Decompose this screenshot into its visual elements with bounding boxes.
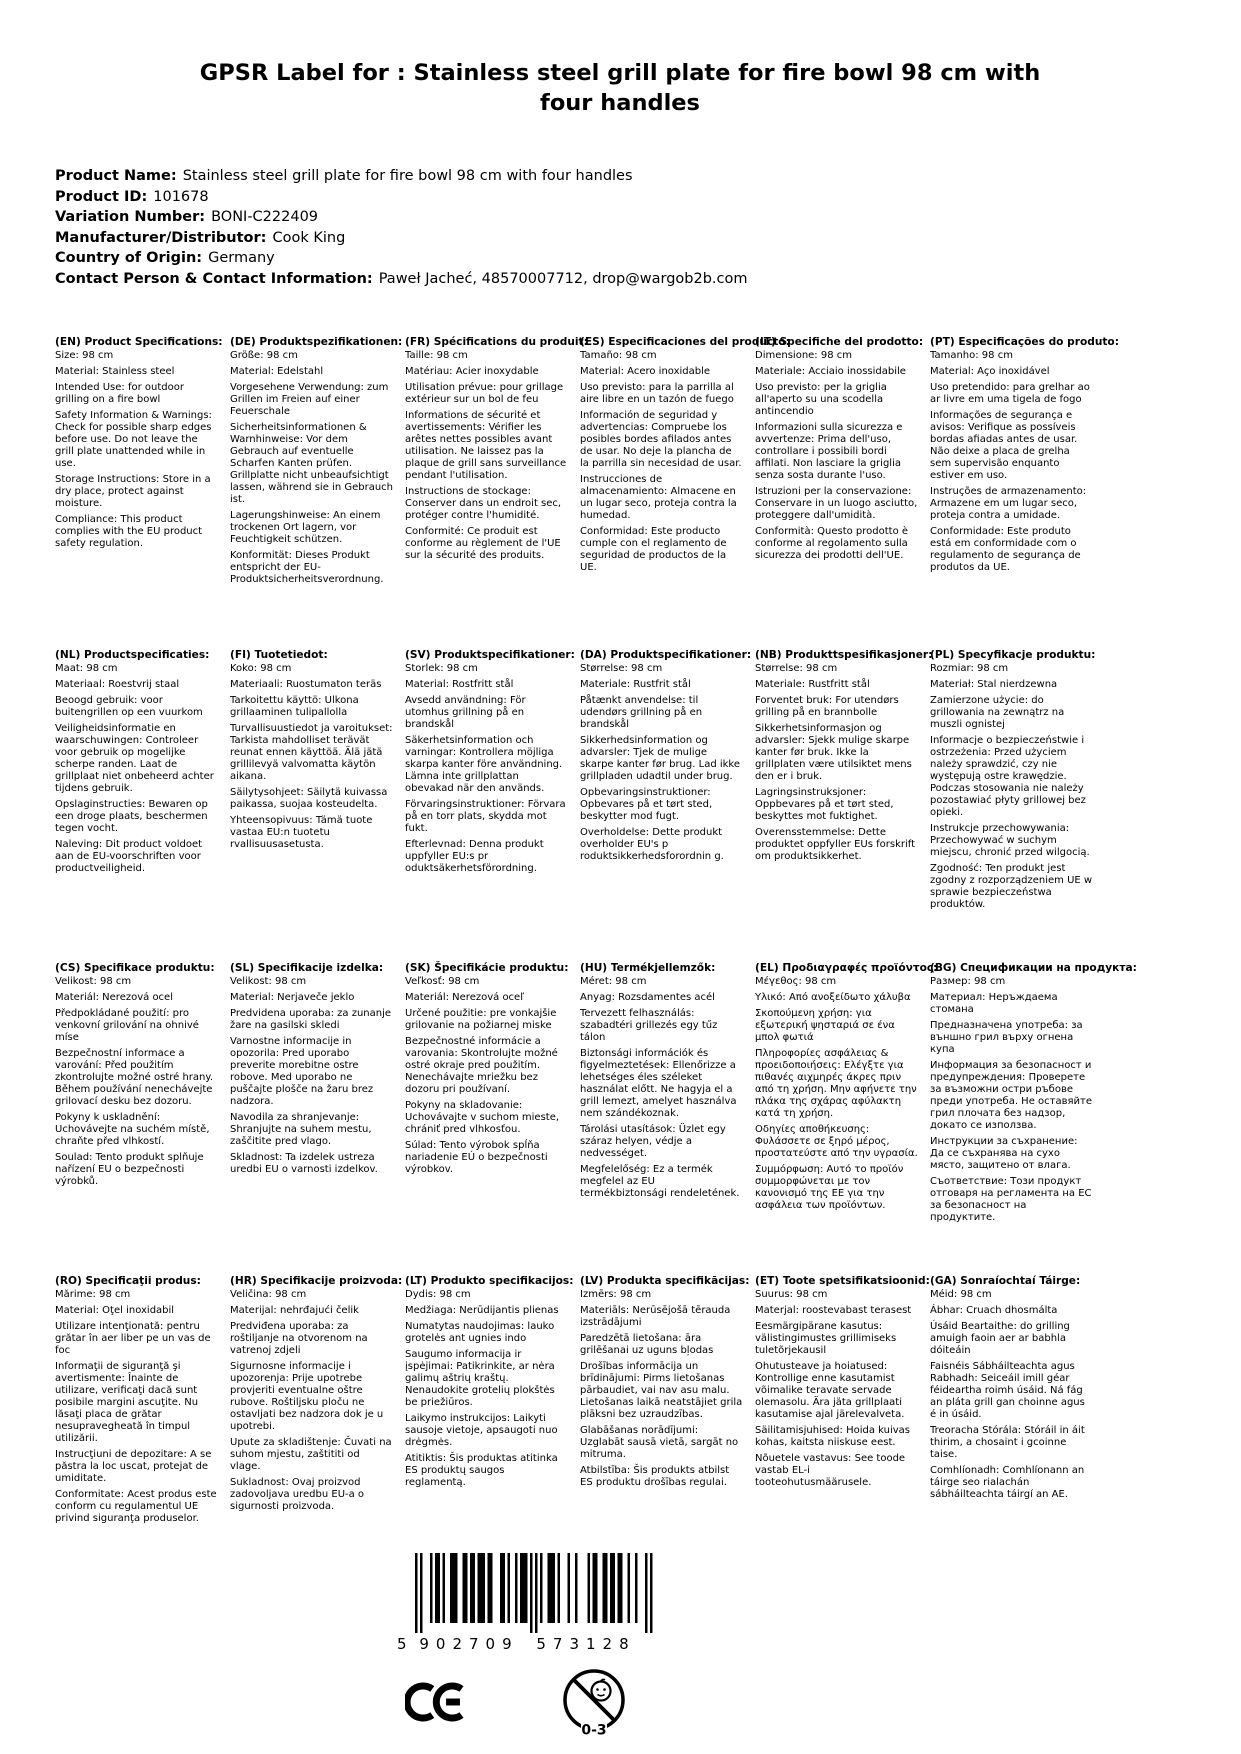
language-block-pt [930, 336, 1119, 649]
product-info-value: 101678 [153, 188, 209, 205]
spec-paragraph: Intended Use: for outdoor grilling on a fire bowl [55, 382, 184, 405]
language-block-header: (EL) Προδιαγραφές προϊόντος: [755, 962, 938, 974]
spec-paragraph: Material: Acero inoxidable [580, 366, 711, 377]
spec-paragraph: Størrelse: 98 cm [755, 663, 838, 674]
spec-paragraph: Pokyny na skladovanie: Uchovávajte v suchom mieste, chrániť pred vlhkosťou. [405, 1100, 560, 1135]
spec-paragraph: Materjal: roostevabast terasest [755, 1305, 912, 1316]
spec-paragraph: Instrukcje przechowywania: Przechowywać w suchym miejscu, chronić przed wilgocią. [930, 823, 1090, 858]
language-block-header: (GA) Sonraíochtaí Táirge: [930, 1275, 1081, 1287]
spec-paragraph: Predvidena uporaba: za zunanje žare na gasilski skledi [230, 1008, 392, 1031]
age-warning-icon [561, 1663, 627, 1741]
spec-paragraph: Utilizare intenţionată: pentru grătar în aer liber pe un vas de foc [55, 1321, 211, 1356]
spec-paragraph: Συμμόρφωση: Αυτό το προϊόν συμμορφώνεται με τον κανονισμό της ΕΕ για την ασφάλεια των προϊόντων. [755, 1164, 904, 1211]
product-info-label: Contact Person & Contact Information: [55, 270, 373, 287]
spec-paragraph: Tamaño: 98 cm [580, 350, 657, 361]
spec-paragraph: Informations de sécurité et avertissements: Vérifier les arêtes nettes possibles avant utilisation. Ne laissez pas la plaque de grill sans surveillance pendant l'utilisation. [405, 410, 567, 481]
language-block-header: (DA) Produktspecifikationer: [580, 649, 752, 661]
language-block-de [230, 336, 405, 649]
barcode [415, 1553, 653, 1633]
spec-paragraph: Οδηγίες αποθήκευσης: Φυλάσσετε σε ξηρό μέρος, προστατεύστε από την υγρασία. [755, 1124, 918, 1159]
spec-paragraph: Megfelelőség: Ez a termék megfelel az EU termékbiztonsági rendeletének. [580, 1164, 740, 1199]
spec-paragraph: Laikymo instrukcijos: Laikyti sausoje vietoje, apsaugoti nuo drėgmės. [405, 1413, 558, 1448]
bottom-section [397, 1553, 659, 1741]
spec-paragraph: Bezpečnostní informace a varování: Před použitím zkontrolujte možné ostré hrany. Během používání nenechávejte grilovací desku bez dozoru. [55, 1048, 214, 1107]
spec-paragraph: Tarkoitettu käyttö: Ulkona grillaaminen tulipallolla [230, 695, 359, 718]
barcode-group2: 573128 [536, 1635, 636, 1653]
spec-paragraph: Atbilstība: Šis produkts atbilst ES produktu drošības regulai. [580, 1465, 730, 1488]
spec-paragraph: Υλικό: Από ανοξείδωτο χάλυβα [755, 992, 911, 1003]
spec-paragraph: Velikost: 98 cm [230, 976, 307, 987]
spec-paragraph: Naleving: Dit product voldoet aan de EU-voorschriften voor productveiligheid. [55, 839, 203, 874]
language-block-nl [55, 649, 230, 962]
spec-paragraph: Informaţii de siguranţă şi avertismente: Înainte de utilizare, verificaţi dacă sunt posibile margini ascuţite. Nu lăsaţi placa de grătar nesupravegheată în timpul utilizării. [55, 1361, 199, 1444]
spec-paragraph: Atitiktis: Šis produktas atitinka ES produktų saugos reglamentą. [405, 1453, 558, 1488]
spec-paragraph: Material: Rostfritt stål [405, 679, 514, 690]
spec-paragraph: Tárolási utasítások: Üzlet egy száraz helyen, védje a nedvességet. [580, 1124, 726, 1159]
language-grid [55, 336, 1137, 1588]
spec-paragraph: Conformidade: Este produto está em conformidade com o regulamento de segurança de produtos da UE. [930, 526, 1081, 573]
spec-paragraph: Uso previsto: per la griglia all'aperto su una scodella antincendio [755, 382, 887, 417]
spec-paragraph: Materiaali: Ruostumaton teräs [230, 679, 382, 690]
spec-paragraph: Uso previsto: para la parrilla al aire libre en un tazón de fuego [580, 382, 734, 405]
language-block-header: (SV) Produktspecifikationer: [405, 649, 575, 661]
product-info-row [55, 248, 748, 269]
spec-paragraph: Predviđena uporaba: za roštiljanje na otvorenom na vatrenoj zdjeli [230, 1321, 368, 1356]
spec-paragraph: Opbevaringsinstruktioner: Opbevares på et tørt sted, beskytter mod fugt. [580, 787, 713, 822]
spec-paragraph: Tervezett felhasználás: szabadtéri grillezés egy tűz tálon [580, 1008, 718, 1043]
spec-paragraph: Taille: 98 cm [405, 350, 468, 361]
spec-paragraph: Medžiaga: Nerūdijantis plienas [405, 1305, 559, 1316]
spec-paragraph: Storlek: 98 cm [405, 663, 478, 674]
spec-paragraph: Informazioni sulla sicurezza e avvertenze: Prima dell'uso, controllare i possibili bordi affilati. Non lasciare la griglia senza sosta durante l'uso. [755, 422, 903, 481]
spec-paragraph: Úsáid Beartaithe: do grilling amuigh faoin aer ar babhla dóiteáin [930, 1321, 1070, 1356]
product-info-value: Cook King [272, 229, 346, 246]
language-block-pl [930, 649, 1105, 962]
spec-paragraph: Avsedd användning: För utomhus grillning på en brandskål [405, 695, 526, 730]
spec-paragraph: Σκοπούμενη χρήση: για εξωτερική ψησταριά σε ένα μπολ φωτιά [755, 1008, 895, 1043]
barcode-digits [397, 1635, 659, 1653]
spec-paragraph: Sikkerhetsinformasjon og advarsler: Sjekk mulige skarpe kanter før bruk. Ikke la grillplaten være utilsiktet mens den er i bruk. [755, 723, 912, 782]
ce-mark-icon [405, 1681, 469, 1723]
language-block-header: (LT) Produkto specifikacijos: [405, 1275, 574, 1287]
language-block-header: (RO) Specificaţii produs: [55, 1275, 201, 1287]
spec-paragraph: Izmērs: 98 cm [580, 1289, 652, 1300]
language-block-header: (FR) Spécifications du produit: [405, 336, 588, 348]
spec-paragraph: Ábhar: Cruach dhosmálta [930, 1305, 1058, 1316]
spec-paragraph: Materiał: Stal nierdzewna [930, 679, 1058, 690]
spec-paragraph: Comhlíonadh: Comhlíonann an táirge seo rialachán sábháilteachta táirgí an AE. [930, 1465, 1085, 1500]
spec-paragraph: Размер: 98 cm [930, 976, 1006, 987]
spec-paragraph: Předpokládané použití: pro venkovní grilování na ohnivé míse [55, 1008, 199, 1043]
product-info-label: Product ID: [55, 188, 148, 205]
spec-paragraph: Turvallisuustiedot ja varoitukset: Tarkista mahdolliset terävät reunat ennen käyttöä. Älä jätä grillilevyä valvomatta käytön aikana. [230, 723, 393, 782]
language-block-header: (SK) Špecifikácie produktu: [405, 962, 569, 974]
spec-paragraph: Méid: 98 cm [930, 1289, 992, 1300]
spec-paragraph: Съответствие: Този продукт отговаря на регламента на ЕС за безопасност на продуктите. [930, 1176, 1092, 1223]
spec-paragraph: Velikost: 98 cm [55, 976, 132, 987]
spec-paragraph: Sikkerhedsinformation og advarsler: Tjek de mulige skarpe kanter før brug. Lad ikke grillpladen udadtil under brug. [580, 735, 740, 782]
spec-paragraph: Conformidad: Este producto cumple con el reglamento de seguridad de productos de la UE. [580, 526, 727, 573]
spec-paragraph: Upute za skladištenje: Čuvati na suhom mjestu, zaštititi od vlage. [230, 1437, 392, 1472]
spec-paragraph: Lagerungshinweise: An einem trockenen Ort lagern, vor Feuchtigkeit schützen. [230, 510, 381, 545]
product-info-label: Variation Number: [55, 209, 206, 226]
spec-paragraph: Paredzētā lietošana: āra grilēšanai uz uguns bļodas [580, 1333, 714, 1356]
spec-paragraph: Drošības informācija un brīdinājumi: Pirms lietošanas pārbaudiet, vai nav asu malu. Lietošanas laikā neatstājiet grila plāksni bez uzraudzības. [580, 1361, 743, 1420]
language-block-hu [580, 962, 755, 1275]
spec-paragraph: Größe: 98 cm [230, 350, 298, 361]
spec-paragraph: Suurus: 98 cm [755, 1289, 828, 1300]
spec-paragraph: Maat: 98 cm [55, 663, 118, 674]
spec-paragraph: Overensstemmelse: Dette produktet oppfyller EUs forskrift om produktsikkerhet. [755, 827, 916, 862]
spec-paragraph: Skladnost: Ta izdelek ustreza uredbi EU o varnosti izdelkov. [230, 1152, 378, 1175]
spec-paragraph: Storage Instructions: Store in a dry place, protect against moisture. [55, 474, 211, 509]
language-block-header: (DE) Produktspezifikationen: [230, 336, 403, 348]
spec-paragraph: Sukladnost: Ovaj proizvod zadovoljava uredbu EU-a o sigurnosti proizvoda. [230, 1477, 365, 1512]
spec-paragraph: Forventet bruk: For utendørs grilling på en brannbolle [755, 695, 899, 718]
product-info-section [55, 166, 748, 290]
spec-paragraph: Instrucţiuni de depozitare: A se păstra la loc uscat, protejat de umiditate. [55, 1449, 212, 1484]
language-block-header: (IT) Specifiche del prodotto: [755, 336, 924, 348]
language-block-header: (ES) Especificaciones del producto: [580, 336, 790, 348]
spec-paragraph: Materiale: Acciaio inossidabile [755, 366, 906, 377]
spec-paragraph: Säkerhetsinformation och varningar: Kontrollera möjliga skarpa kanter före användning. Lämna inte grillplattan obevakad när den används. [405, 735, 563, 794]
spec-paragraph: Instructions de stockage: Conserver dans un endroit sec, protéger contre l'humidité. [405, 486, 562, 521]
product-info-label: Country of Origin: [55, 250, 203, 267]
spec-paragraph: Lagringsinstruksjoner: Oppbevares på et tørt sted, beskyttes mot fuktighet. [755, 787, 894, 822]
language-block-header: (NB) Produkttspesifikasjoner: [755, 649, 933, 661]
spec-paragraph: Zgodność: Ten produkt jest zgodny z rozporządzeniem UE w sprawie bezpieczeństwa produktów. [930, 863, 1093, 910]
spec-paragraph: Информация за безопасност и предупреждения: Проверете за възможни остри ръбове преди употреба. Не оставяйте грил плочата без надзор, докато се използва. [930, 1060, 1092, 1131]
spec-paragraph: Tamanho: 98 cm [930, 350, 1013, 361]
spec-paragraph: Informacje o bezpieczeństwie i ostrzeżenia: Przed użyciem należy sprawdzić, czy nie występują ostre krawędzie. Podczas stosowania nie należy pozostawiać płyty grillowej bez opieki. [930, 735, 1086, 818]
spec-paragraph: Safety Information & Warnings: Check for possible sharp edges before use. Do not leave the grill plate unattended while in use. [55, 410, 212, 469]
barcode-first-digit: 5 [397, 1635, 407, 1653]
language-block-lv [580, 1275, 755, 1588]
language-block-fi [230, 649, 405, 962]
language-block-ga [930, 1275, 1105, 1588]
spec-paragraph: Bezpečnostné informácie a varovania: Skontrolujte možné ostré okraje pred použitím. Nenechávajte mriežku bez dozoru pri používaní. [405, 1036, 558, 1095]
spec-paragraph: Méret: 98 cm [580, 976, 647, 987]
product-info-label: Manufacturer/Distributor: [55, 229, 267, 246]
spec-paragraph: Soulad: Tento produkt splňuje nařízení EU o bezpečnosti výrobků. [55, 1152, 204, 1187]
spec-paragraph: Eesmärgipärane kasutus: välistingimustes grillimiseks tuletõrjekausil [755, 1321, 897, 1356]
spec-paragraph: Conformità: Questo prodotto è conforme al regolamento sulla sicurezza dei prodotti dell'UE. [755, 526, 909, 561]
spec-paragraph: Dimensione: 98 cm [755, 350, 852, 361]
spec-paragraph: Compliance: This product complies with the EU product safety regulation. [55, 514, 203, 549]
language-block-header: (FI) Tuotetiedot: [230, 649, 328, 661]
language-block-header: (BG) Спецификации на продукта: [930, 962, 1137, 974]
language-block-sv [405, 649, 580, 962]
spec-paragraph: Biztonsági információk és figyelmeztetések: Ellenőrizze a lehetséges éles széleket használat előtt. Ne hagyja el a grill lemezt, amelyet használva nem szándékoznak. [580, 1048, 737, 1119]
page-title: GPSR Label for : Stainless steel grill plate for fire bowl 98 cm with four handles [199, 60, 1041, 116]
spec-paragraph: Zamierzone użycie: do grillowania na zewnątrz na muszli ognistej [930, 695, 1065, 730]
spec-paragraph: Sicherheitsinformationen & Warnhinweise: Vor dem Gebrauch auf eventuelle Scharfen Kanten prüfen. Grillplatte nicht unbeaufsichtigt lassen, während sie in Gebrauch ist. [230, 422, 394, 505]
language-block-it [755, 336, 930, 649]
language-block-hr [230, 1275, 405, 1588]
product-info-row [55, 207, 748, 228]
product-info-row [55, 228, 748, 249]
spec-paragraph: Istruzioni per la conservazione: Conservare in un luogo asciutto, proteggere dall'umidità. [755, 486, 918, 521]
spec-paragraph: Sigurnosne informacije i upozorenja: Prije upotrebe provjeriti eventualne oštre rubove. Roštiljsku ploču ne ostavljati bez nadzora dok je u upotrebi. [230, 1361, 384, 1432]
spec-paragraph: Overholdelse: Dette produkt overholder EU's p roduktsikkerhedsforordnin g. [580, 827, 724, 862]
product-info-row [55, 166, 748, 187]
spec-paragraph: Säilytysohjeet: Säilytä kuivassa paikassa, suojaa kosteudelta. [230, 787, 388, 810]
product-info-value: Stainless steel grill plate for fire bowl 98 cm with four handles [182, 168, 633, 184]
spec-paragraph: Материал: Неръждаема стомана [930, 992, 1058, 1015]
language-block-sk [405, 962, 580, 1275]
barcode-group1: 902709 [419, 1635, 519, 1653]
spec-paragraph: Materiál: Nerezová oceľ [405, 992, 524, 1003]
spec-paragraph: Material: Edelstahl [230, 366, 324, 377]
language-block-nb [755, 649, 933, 962]
spec-paragraph: Pokyny k uskladnění: Uchovávejte na suchém místě, chraňte před vlhkostí. [55, 1112, 210, 1147]
spec-paragraph: Vorgesehene Verwendung: zum Grillen im Freien auf einer Feuerschale [230, 382, 389, 417]
language-block-header: (SL) Specifikacije izdelka: [230, 962, 384, 974]
spec-paragraph: Material: Aço inoxidável [930, 366, 1050, 377]
language-block-bg [930, 962, 1137, 1275]
spec-paragraph: Materiale: Rustfritt stål [755, 679, 870, 690]
language-block-en [55, 336, 230, 649]
spec-paragraph: Varnostne informacije in opozorila: Pred uporabo preverite morebitne ostre robove. Med uporabo ne puščajte plošče na žaru brez nadzora. [230, 1036, 374, 1107]
spec-paragraph: Materiale: Rustfrit stål [580, 679, 691, 690]
spec-paragraph: Conformitate: Acest produs este conform cu regulamentul UE privind siguranţa produselor. [55, 1489, 217, 1524]
spec-paragraph: Opslaginstructies: Bewaren op een droge plaats, beschermen tegen vocht. [55, 799, 208, 834]
language-block-header: (PL) Specyfikacje produktu: [930, 649, 1096, 661]
spec-paragraph: Veličina: 98 cm [230, 1289, 307, 1300]
spec-paragraph: Material: Nerjaveče jeklo [230, 992, 355, 1003]
spec-paragraph: Navodila za shranjevanje: Shranjujte na suhem mestu, zaščitite pred vlago. [230, 1112, 372, 1147]
language-block-cs [55, 962, 230, 1275]
language-block-sl [230, 962, 405, 1275]
language-block-et [755, 1275, 930, 1588]
product-info-value: BONI-C222409 [211, 209, 319, 226]
product-info-value: Paweł Jacheć, 48570007712, drop@wargob2b.com [378, 270, 748, 287]
spec-paragraph: Yhteensopivuus: Tämä tuote vastaa EU:n tuotetu rvallisuusasetusta. [230, 815, 373, 850]
spec-paragraph: Μέγεθος: 98 cm [755, 976, 837, 987]
product-info-row [55, 269, 748, 290]
language-block-header: (EN) Product Specifications: [55, 336, 223, 348]
spec-paragraph: Dydis: 98 cm [405, 1289, 471, 1300]
spec-paragraph: Förvaringsinstruktioner: Förvara på en torr plats, skydda mot fukt. [405, 799, 566, 834]
spec-paragraph: Información de seguridad y advertencias: Compruebe los posibles bordes afilados antes de usar. No deje la plancha de la parrilla sin necesidad de usar. [580, 410, 742, 469]
spec-paragraph: Påtænkt anvendelse: til udendørs grillning på en brandskål [580, 695, 703, 730]
spec-paragraph: Ohutusteave ja hoiatused: Kontrollige enne kasutamist võimalike teravate servade olemasolu. Ära jäta grillplaati kasutamise ajal järelevalveta. [755, 1361, 905, 1420]
spec-paragraph: Koko: 98 cm [230, 663, 292, 674]
spec-paragraph: Nõuetele vastavus: See toode vastab EL-i tooteohutusmäärusele. [755, 1453, 906, 1488]
language-block-header: (PT) Especificações do produto: [930, 336, 1119, 348]
spec-paragraph: Veľkosť: 98 cm [405, 976, 480, 987]
spec-paragraph: Matériau: Acier inoxydable [405, 366, 539, 377]
language-block-header: (ET) Toote spetsifikatsioonid: [755, 1275, 930, 1287]
spec-paragraph: Určené použitie: pre vonkajšie grilovanie na požiarnej miske [405, 1008, 557, 1031]
spec-paragraph: Säilitamisjuhised: Hoida kuivas kohas, kaitsta niiskuse eest. [755, 1425, 911, 1448]
spec-paragraph: Инструкции за съхранение: Да се съхранява на сухо място, защитено от влага. [930, 1136, 1078, 1171]
spec-paragraph: Size: 98 cm [55, 350, 114, 361]
language-block-header: (CS) Specifikace produktu: [55, 962, 215, 974]
spec-paragraph: Material: Oţel inoxidabil [55, 1305, 175, 1316]
spec-paragraph: Beoogd gebruik: voor buitengrillen op een vuurkom [55, 695, 203, 718]
compliance-marks [405, 1663, 659, 1741]
language-block-da [580, 649, 755, 962]
spec-paragraph: Efterlevnad: Denna produkt uppfyller EU:s pr oduktsäkerhetsförordning. [405, 839, 544, 874]
language-block-header: (HR) Specifikacije proizvoda: [230, 1275, 403, 1287]
spec-paragraph: Material: Stainless steel [55, 366, 175, 377]
language-block-header: (LV) Produkta specifikācijas: [580, 1275, 750, 1287]
product-info-label: Product Name: [55, 168, 177, 184]
language-block-fr [405, 336, 588, 649]
spec-paragraph: Instruções de armazenamento: Armazene em um lugar seco, proteja contra a umidade. [930, 486, 1087, 521]
spec-paragraph: Anyag: Rozsdamentes acél [580, 992, 715, 1003]
product-info-value: Germany [208, 250, 275, 267]
spec-paragraph: Faisnéis Sábháilteachta agus Rabhadh: Seiceáil imill géar féideartha roimh úsáid. Ná fág an pláta grill gan choinne agus é in úsáid. [930, 1361, 1085, 1420]
spec-paragraph: Materiāls: Nerūsējošā tērauda izstrādājumi [580, 1305, 731, 1328]
spec-paragraph: Materiál: Nerezová ocel [55, 992, 173, 1003]
spec-paragraph: Veiligheidsinformatie en waarschuwingen: Controleer voor gebruik op mogelijke scherpe randen. Laat de grillplaat niet onbeheerd achter tijdens gebruik. [55, 723, 214, 794]
spec-paragraph: Rozmiar: 98 cm [930, 663, 1009, 674]
spec-paragraph: Súlad: Tento výrobok spĺňa nariadenie EÚ o bezpečnosti výrobkov. [405, 1140, 548, 1175]
spec-paragraph: Πληροφορίες ασφάλειας & προειδοποιήσεις: Ελέγξτε για πιθανές αιχμηρές άκρες πριν από τη χρήση. Μην αφήνετε την πλάκα της σχάρας αφύλακτη κατά τη χρήση. [755, 1048, 917, 1119]
product-info-row [55, 187, 748, 208]
language-block-lt [405, 1275, 580, 1588]
age-range-label: 0-3 [581, 1722, 607, 1739]
language-block-header: (HU) Termékjellemzők: [580, 962, 716, 974]
spec-paragraph: Informações de segurança e avisos: Verifique as possíveis bordas afiadas antes de usar. Não deixe a placa de grelha sem supervisão enquanto estiver em uso. [930, 410, 1078, 481]
spec-paragraph: Størrelse: 98 cm [580, 663, 663, 674]
language-block-header: (NL) Productspecificaties: [55, 649, 210, 661]
language-block-ro [55, 1275, 230, 1588]
spec-paragraph: Conformité: Ce produit est conforme au règlement de l'UE sur la sécurité des produits. [405, 526, 561, 561]
language-block-es [580, 336, 790, 649]
spec-paragraph: Предназначена употреба: за външно грил върху огнена купа [930, 1020, 1083, 1055]
spec-paragraph: Materiaal: Roestvrij staal [55, 679, 180, 690]
spec-paragraph: Instrucciones de almacenamiento: Almacene en un lugar seco, proteja contra la humedad. [580, 474, 737, 521]
spec-paragraph: Uso pretendido: para grelhar ao ar livre em uma tigela de fogo [930, 382, 1090, 405]
spec-paragraph: Konformität: Dieses Produkt entspricht der EU-Produktsicherheitsverordnung. [230, 550, 384, 585]
spec-paragraph: Mărime: 98 cm [55, 1289, 131, 1300]
spec-paragraph: Materijal: nehrđajući čelik [230, 1305, 359, 1316]
spec-paragraph: Numatytas naudojimas: lauko grotelės ant ugnies indo [405, 1321, 555, 1344]
spec-paragraph: Saugumo informacija ir įspėjimai: Patikrinkite, ar nėra galimų aštrių kraštų. Nenaudokite grotelių plokštės be priežiūros. [405, 1349, 555, 1408]
spec-paragraph: Glabāšanas norādījumi: Uzglabāt sausā vietā, sargāt no mitruma. [580, 1425, 739, 1460]
language-block-el [755, 962, 938, 1275]
spec-paragraph: Utilisation prévue: pour grillage extérieur sur un bol de feu [405, 382, 564, 405]
spec-paragraph: Treoracha Stórála: Stóráil in áit thirim, a chosaint i gcoinne taise. [930, 1425, 1085, 1460]
